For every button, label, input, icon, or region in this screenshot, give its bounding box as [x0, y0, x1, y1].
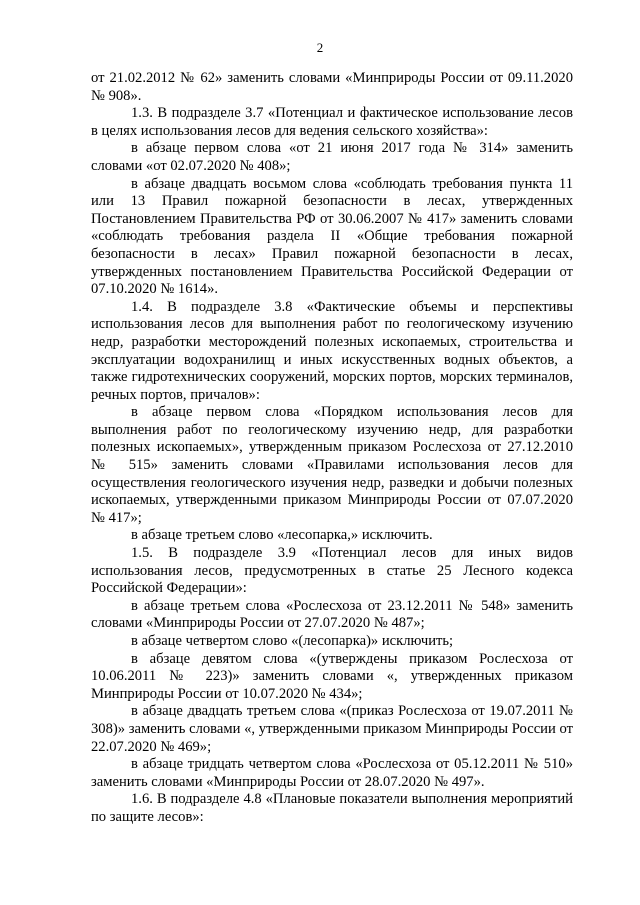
paragraph: 1.4. В подразделе 3.8 «Фактические объемы и перспективы использования лесов для выполнения работ по геологическому изучению недр, разработки месторождений полезных ископаемых, строительства и эксплуатации водохранилищ и иных искусственных водных объектов, а также гидротехнических сооружений, морских портов, морских терминалов, речных портов, причалов»:: [91, 298, 573, 403]
paragraph: в абзаце тридцать четвертом слова «Рослесхоза от 05.12.2011 № 510» заменить словами «Минприроды России от 28.07.2020 № 497».: [91, 756, 573, 790]
paragraph: 1.3. В подразделе 3.7 «Потенциал и фактическое использование лесов в целях использования лесов для ведения сельского хозяйства»:: [91, 105, 573, 139]
paragraph: в абзаце двадцать третьем слова «(приказ Рослесхоза от 19.07.2011 № 308)» заменить словами «, утвержденными приказом Минприроды России от 22.07.2020 № 469»;: [91, 703, 573, 755]
paragraph: в абзаце девятом слова «(утверждены приказом Рослесхоза от 10.06.2011 № 223)» заменить словами «, утвержденных приказом Минприроды России от 10.07.2020 № 434»;: [91, 650, 573, 702]
paragraph: в абзаце первом слова «от 21 июня 2017 года № 314» заменить словами «от 02.07.2020 № 408»;: [91, 140, 573, 174]
paragraph: в абзаце третьем слово «лесопарка,» исключить.: [131, 527, 433, 544]
paragraph: в абзаце двадцать восьмом слова «соблюдать требования пункта 11 или 13 Правил пожарной безопасности в лесах, утвержденных Постановлением Правительства РФ от 30.06.2007 № 417» заменить словами «соблюдать требования раздела II «Общие требования пожарной безопасности в лесах» Правил пожарной безопасности в лесах, утвержденных постановлением Правительства Российской Федерации от 07.10.2020 № 1614».: [91, 175, 573, 298]
page-number: 2: [316, 40, 324, 55]
document-body: [91, 70, 573, 827]
paragraph: в абзаце первом слова «Порядком использования лесов для выполнения работ по геологическому изучению недр, для разработки полезных ископаемых», утвержденным приказом Рослесхоза от 27.12.2010 № 515» заменить словами «Правилами использования лесов для осуществления геологического изучения недр, разведки и добычи полезных ископаемых, утвержденными приказом Минприроды России от 07.07.2020 № 417»;: [91, 404, 573, 526]
paragraph: в абзаце третьем слова «Рослесхоза от 23.12.2011 № 548» заменить словами «Минприроды России от 27.07.2020 № 487»;: [91, 597, 573, 632]
paragraph: в абзаце четвертом слово «(лесопарка)» исключить;: [131, 633, 454, 649]
paragraph: 1.5. В подразделе 3.9 «Потенциал лесов для иных видов использования лесов, предусмотренных в статье 25 Лесного кодекса Российской Федерации»:: [91, 545, 573, 597]
paragraph: 1.6. В подразделе 4.8 «Плановые показатели выполнения мероприятий по защите лесов»:: [91, 791, 573, 825]
paragraph: от 21.02.2012 № 62» заменить словами «Минприроды России от 09.11.2020 № 908».: [91, 70, 573, 104]
